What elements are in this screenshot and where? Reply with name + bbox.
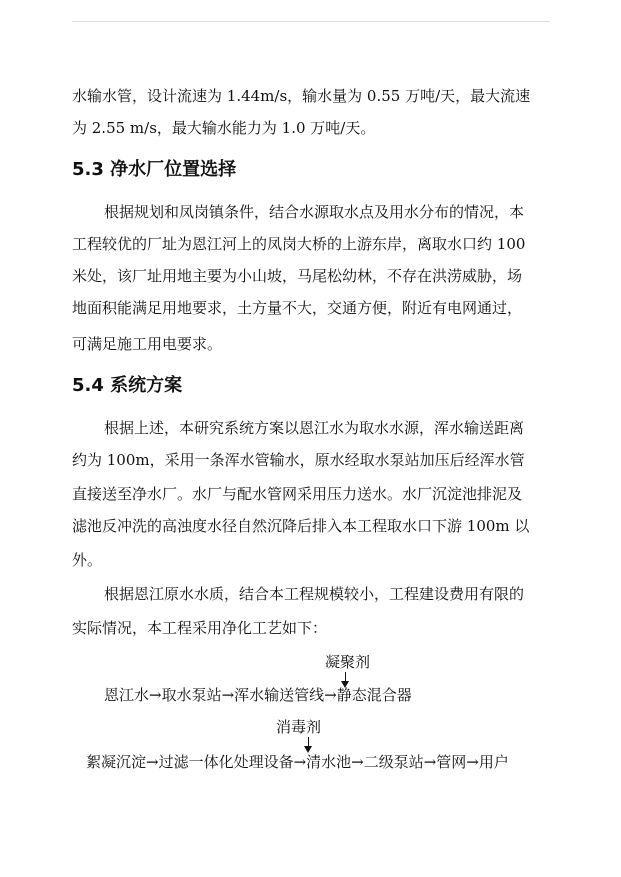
- paragraph-line: 可满足施工用电要求。: [72, 335, 223, 353]
- paragraph-line: 滤池反冲洗的高浊度水径自然沉降后排入本工程取水口下游 100m 以: [72, 517, 530, 535]
- paragraph-line: 实际情况，本工程采用净化工艺如下：: [72, 619, 328, 637]
- section-heading-5-3: 5.3 净水厂位置选择: [72, 159, 237, 180]
- arrow-down-icon: [304, 737, 314, 753]
- paragraph-line: 直接送至净水厂。水厂与配水管网采用压力送水。水厂沉淀池排泥及: [72, 485, 523, 503]
- process-flow-line-2: 絮凝沉淀→过滤一体化处理设备→清水池→二级泵站→管网→用户: [86, 753, 509, 771]
- paragraph-line: 米处，该厂址用地主要为小山坡，马尾松幼林，不存在洪涝威胁，场: [72, 267, 523, 285]
- process-flow-line-1: 恩江水→取水泵站→浑水输送管线→静态混合器: [104, 686, 412, 704]
- paragraph-line: 根据恩江原水水质，结合本工程规模较小，工程建设费用有限的: [104, 585, 525, 603]
- paragraph-line: 根据规划和凤岗镇条件，结合水源取水点及用水分布的情况，本: [104, 203, 525, 221]
- paragraph-line: 工程较优的厂址为恩江河上的凤岗大桥的上游东岸，离取水口约 100: [72, 235, 526, 253]
- reagent-disinfectant-label: 消毒剂: [276, 718, 322, 736]
- paragraph-line: 约为 100m，采用一条浑水管输水，原水经取水泵站加压后经浑水管: [72, 451, 525, 469]
- section-heading-5-4: 5.4 系统方案: [72, 375, 183, 396]
- paragraph-line: 根据上述，本研究系统方案以恩江水为取水水源，浑水输送距离: [104, 419, 525, 437]
- paragraph-line: 为 2.55 m/s，最大输水能力为 1.0 万吨/天。: [72, 119, 376, 137]
- paragraph-line: 地面积能满足用地要求，土方量不大，交通方便，附近有电网通过，: [72, 299, 523, 317]
- reagent-coagulant-label: 凝聚剂: [325, 653, 371, 671]
- header-rule: [72, 21, 550, 22]
- paragraph-line: 外。: [72, 551, 103, 569]
- paragraph-line: 水输水管，设计流速为 1.44m/s，输水量为 0.55 万吨/天，最大流速: [72, 87, 531, 105]
